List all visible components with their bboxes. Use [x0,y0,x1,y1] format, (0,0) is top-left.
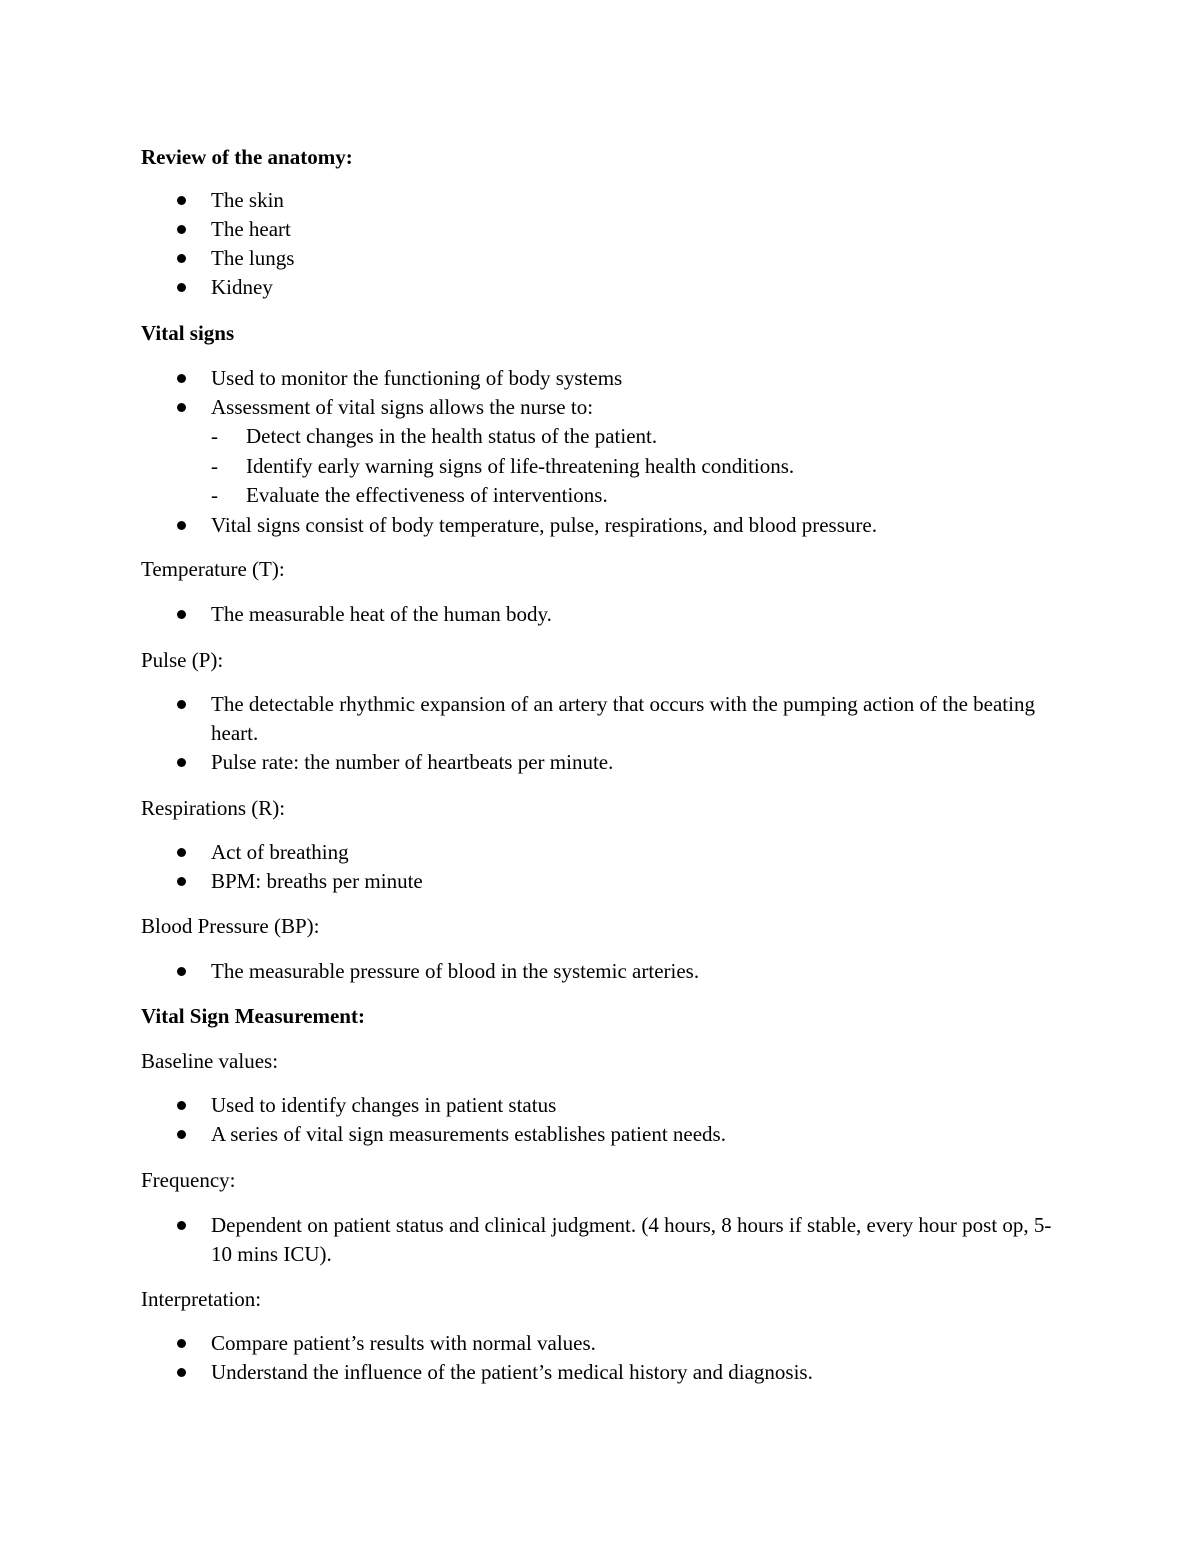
list-item [141,244,1061,273]
list-item [141,1091,1061,1120]
pulse-heading: Pulse (P): [141,648,224,672]
list-item-text: The measurable pressure of blood in the systemic arteries. [211,959,700,983]
dash-icon: - [211,424,218,448]
list-item [141,957,1061,986]
bullet-icon [177,1221,186,1230]
list-item-text: Understand the influence of the patient’s medical history and diagnosis. [211,1360,813,1384]
list-item-text: Assessment of vital signs allows the nurse to: [211,395,594,419]
list-item [141,1358,1061,1387]
vital-signs-list [141,364,1061,540]
bullet-icon [177,758,186,767]
list-item [141,1120,1061,1149]
list-item-text: Dependent on patient status and clinical judgment. (4 hours, 8 hours if stable, every hour post op, 5-10 mins ICU). [211,1213,1052,1266]
bullet-icon [177,967,186,976]
baseline-heading: Baseline values: [141,1049,279,1073]
bullet-icon [177,403,186,412]
list-item [141,867,1061,896]
temperature-heading: Temperature (T): [141,557,285,581]
list-item-text: The lungs [211,246,295,270]
list-item-text: Used to identify changes in patient status [211,1093,557,1117]
list-item [141,748,1061,777]
bullet-icon [177,848,186,857]
dash-icon: - [211,453,218,478]
blood-pressure-list [141,957,1061,986]
list-item [141,186,1061,215]
list-item-text: Vital signs consist of body temperature, pulse, respirations, and blood pressure. [211,512,877,537]
bullet-icon [177,521,186,530]
sublist-item-text: Evaluate the effectiveness of interventions. [246,483,608,507]
list-item-text: BPM: breaths per minute [211,869,423,893]
anatomy-heading: Review of the anatomy: [141,145,353,169]
list-item-text: Kidney [211,275,273,299]
dash-icon: - [211,483,218,507]
bullet-icon [177,374,186,383]
list-item [141,273,1061,302]
list-item-text: The heart [211,217,291,241]
bullet-icon [177,254,186,263]
bullet-icon [177,700,186,709]
bullet-icon [177,225,186,234]
list-item [141,1211,1061,1269]
bullet-icon [177,283,186,292]
list-item-text: Pulse rate: the number of heartbeats per minute. [211,750,614,774]
bullet-icon [177,1368,186,1377]
list-item-text: The skin [211,188,284,212]
list-item-text: Act of breathing [211,840,349,864]
list-item-text: Used to monitor the functioning of body systems [211,366,623,390]
interpretation-heading: Interpretation: [141,1287,262,1311]
list-item [141,511,1061,540]
vital-signs-sublist [211,422,1061,511]
list-item [141,600,1061,629]
bullet-icon [177,1339,186,1348]
vital-signs-heading: Vital signs [141,321,235,345]
bullet-icon [177,877,186,886]
list-item [141,393,1061,511]
list-item [141,690,1061,748]
respirations-list [141,838,1061,896]
sublist-item-text: Detect changes in the health status of the patient. [246,424,658,448]
sublist-item [211,422,1061,452]
frequency-heading: Frequency: [141,1168,236,1192]
list-item-text: Compare patient’s results with normal values. [211,1331,596,1355]
bullet-icon [177,196,186,205]
anatomy-list [141,186,1061,302]
baseline-list [141,1091,1061,1149]
pulse-list [141,690,1061,777]
sublist-item [211,452,1061,482]
respirations-heading: Respirations (R): [141,796,286,820]
bullet-icon [177,1101,186,1110]
bullet-icon [177,1130,186,1139]
temperature-list [141,600,1061,629]
list-item [141,364,1061,393]
sublist-item [211,481,1061,511]
list-item [141,838,1061,867]
bullet-icon [177,610,186,619]
list-item [141,215,1061,244]
list-item-text: The detectable rhythmic expansion of an artery that occurs with the pumping action of the beating heart. [211,692,1035,745]
frequency-list [141,1211,1061,1269]
interpretation-list [141,1329,1061,1387]
list-item-text: A series of vital sign measurements establishes patient needs. [211,1122,726,1146]
measurement-heading: Vital Sign Measurement: [141,1004,365,1028]
list-item [141,1329,1061,1358]
sublist-item-text: Identify early warning signs of life-threatening health conditions. [246,453,795,478]
blood-pressure-heading: Blood Pressure (BP): [141,914,320,938]
list-item-text: The measurable heat of the human body. [211,602,552,626]
